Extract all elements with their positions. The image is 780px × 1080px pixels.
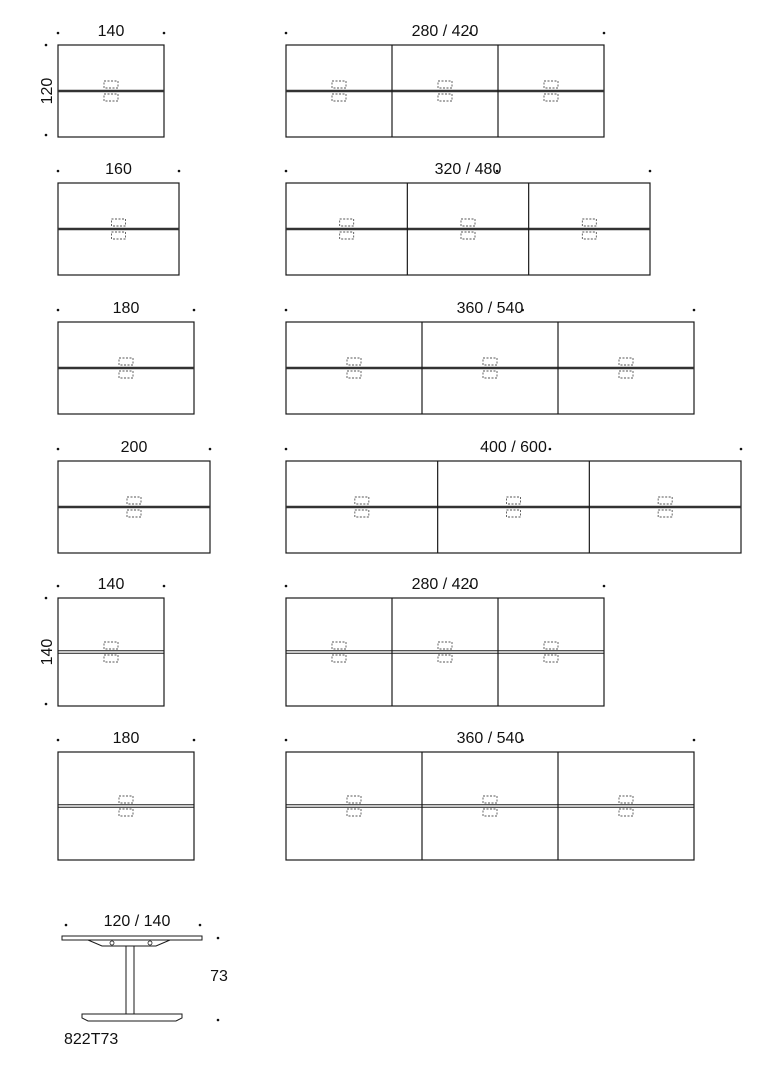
single-width-label: 180 (112, 300, 140, 317)
dimension-dot (57, 170, 60, 173)
combined-width-label: 320 / 480 (434, 161, 502, 178)
single-table (58, 183, 179, 275)
combined-width-label: 280 / 420 (411, 576, 479, 593)
dimension-dot (57, 32, 60, 35)
combined-width-label: 360 / 540 (456, 300, 524, 317)
side-height-label: 73 (210, 968, 228, 985)
table-top-outline (58, 598, 164, 706)
bracket-screw (110, 941, 114, 945)
combined-width-label: 280 / 420 (411, 23, 479, 40)
dimension-dot (45, 44, 48, 47)
dimension-dot (57, 309, 60, 312)
dimension-dot (65, 924, 68, 927)
single-width-label: 180 (112, 730, 140, 747)
dimension-dot (740, 448, 743, 451)
table-top-outline (58, 752, 194, 860)
table-foot (82, 1014, 182, 1021)
single-width-label: 140 (97, 23, 125, 40)
depth-label: 140 (39, 638, 56, 666)
dimension-dot (285, 309, 288, 312)
combined-table (286, 461, 741, 553)
single-width-label: 160 (105, 161, 132, 178)
dimension-dot (285, 32, 288, 35)
dimension-dot (163, 32, 166, 35)
single-table (58, 752, 194, 860)
dimension-dot (209, 448, 212, 451)
dimension-dot (193, 739, 196, 742)
single-width-label: 140 (97, 576, 125, 593)
combined-table (286, 322, 694, 414)
dimension-dot (693, 739, 696, 742)
dimension-dot (285, 170, 288, 173)
dimension-dot (163, 585, 166, 588)
single-table (58, 461, 210, 553)
single-table (58, 322, 194, 414)
table-plan-views (39, 23, 742, 860)
depth-label: 120 (39, 77, 56, 105)
dimension-dot (649, 170, 652, 173)
side-width-label: 120 / 140 (103, 913, 171, 930)
dimension-dot (285, 585, 288, 588)
top-support-bracket (88, 940, 170, 946)
dimension-dot (57, 585, 60, 588)
dimension-dot (45, 134, 48, 137)
single-table (58, 45, 164, 137)
dimension-dot (285, 739, 288, 742)
dimension-dot (603, 585, 606, 588)
table-top-outline (286, 752, 694, 860)
table-top (62, 936, 202, 940)
single-table (58, 598, 164, 706)
table-side-view (62, 913, 228, 1021)
dimension-dot (199, 924, 202, 927)
dimension-dot (193, 309, 196, 312)
combined-width-label: 400 / 600 (480, 439, 547, 456)
model-code: 822T73 (64, 1031, 119, 1048)
dimension-dot (693, 309, 696, 312)
table-top-outline (286, 598, 604, 706)
dimension-dot (217, 1019, 220, 1022)
combined-width-label: 360 / 540 (456, 730, 524, 747)
combined-table (286, 752, 694, 860)
dimension-dot (217, 937, 220, 940)
bracket-screw (148, 941, 152, 945)
combined-table (286, 183, 650, 275)
dimension-dot (549, 448, 552, 451)
single-width-label: 200 (120, 439, 148, 456)
dimension-dot (45, 703, 48, 706)
dimension-dot (178, 170, 181, 173)
combined-table (286, 598, 604, 706)
dimension-dot (603, 32, 606, 35)
dimension-dot (57, 448, 60, 451)
table-column (126, 946, 134, 1014)
dimension-dot (45, 597, 48, 600)
combined-table (286, 45, 604, 137)
dimension-dot (285, 448, 288, 451)
dimension-dot (57, 739, 60, 742)
